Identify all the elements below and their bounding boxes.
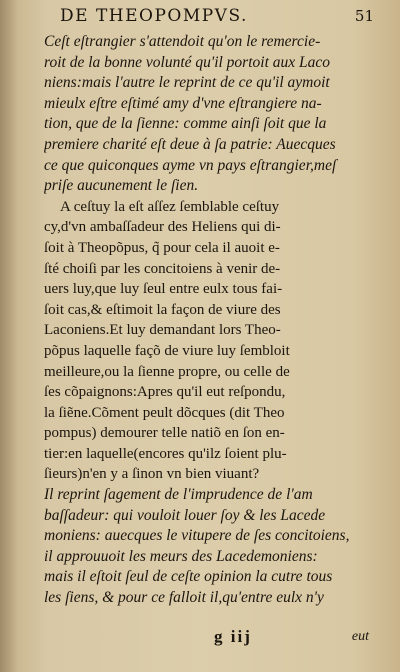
text-line: mieulx eſtre eſtimé amy d'vne eſtrangiere na- xyxy=(44,94,322,112)
text-line: ſoit cas,& eſtimoit la façon de viure des xyxy=(44,301,281,318)
text-line: ſté choiſi par les concitoiens à venir de- xyxy=(44,260,281,277)
text-line: cy,d'vn ambaſſadeur des Heliens qui di- xyxy=(44,219,281,236)
text-line: põpus laquelle façõ de viure luy ſembloit xyxy=(44,342,290,359)
paragraph-roman xyxy=(44,197,369,485)
catchword: eut xyxy=(351,629,369,644)
text-line: Laconiens.Et luy demandant lors Theo- xyxy=(44,322,281,339)
text-line: uers luy,que luy ſeul entre eulx tous fai- xyxy=(44,281,283,298)
text-line: baſſadeur: qui vouloit louer ſoy & les Lacede xyxy=(44,506,326,524)
text-line: Il reprint ſagement de l'imprudence de l'am xyxy=(44,486,313,504)
page-footer xyxy=(44,627,369,649)
text-line: les ſiens, & pour ce falloit il,qu'entre eulx n'y xyxy=(44,589,324,607)
text-line: tier:en laquelle(encores qu'ilz ſoient plu- xyxy=(44,445,287,462)
text-line: priſe aucunement le ſien. xyxy=(44,177,199,195)
text-line: ce que quiconques ayme vn pays eſtrangier,meſ xyxy=(44,156,337,174)
text-line: ſes cõpaignons:Apres qu'il eut reſpondu, xyxy=(44,384,286,401)
text-line: moniens: auecques le vitupere de ſes concitoiens, xyxy=(44,527,350,545)
text-line: mais il eſtoit ſeul de ceſte opinion la cutre tous xyxy=(44,568,333,586)
page-number: 51 xyxy=(354,7,374,25)
text-line: niens:mais l'autre le reprint de ce qu'il aymoit xyxy=(44,74,330,92)
text-line: roit de la bonne volunté qu'il portoit aux Laco xyxy=(44,53,331,71)
text-line: meilleure,ou la ſienne propre, ou celle de xyxy=(44,363,290,380)
page-gutter-shadow xyxy=(0,0,18,672)
text-line: A ceſtuy la eſt aſſez ſemblable ceſtuy xyxy=(60,198,280,215)
page-body xyxy=(44,32,369,609)
paragraph-italic-2 xyxy=(44,485,369,609)
text-line: ſoit à Theopõpus, q̃ pour cela il auoit e- xyxy=(44,239,280,256)
paragraph-italic-1 xyxy=(44,32,369,197)
text-line: ſieurs)n'en y a ſinon vn bien viuant? xyxy=(44,466,260,483)
text-line: la ſiẽne.Cõment peult dõcques (dit Theo xyxy=(44,404,285,421)
text-line: Ceſt eſtrangier s'attendoit qu'on le remercie- xyxy=(44,33,321,50)
signature-mark: g iij xyxy=(214,627,252,646)
running-head: DE THEOPOMPVS. xyxy=(60,6,248,26)
text-line: il approuuoit les meurs des Lacedemoniens: xyxy=(44,547,318,565)
text-line: pompus) demourer telle natiõ en ſon en- xyxy=(44,425,285,442)
text-line: tion, que de la ſienne: comme ainſi ſoit que la xyxy=(44,115,327,133)
page-header xyxy=(60,6,374,30)
text-line: premiere charité eſt deue à ſa patrie: Auecques xyxy=(44,135,336,153)
